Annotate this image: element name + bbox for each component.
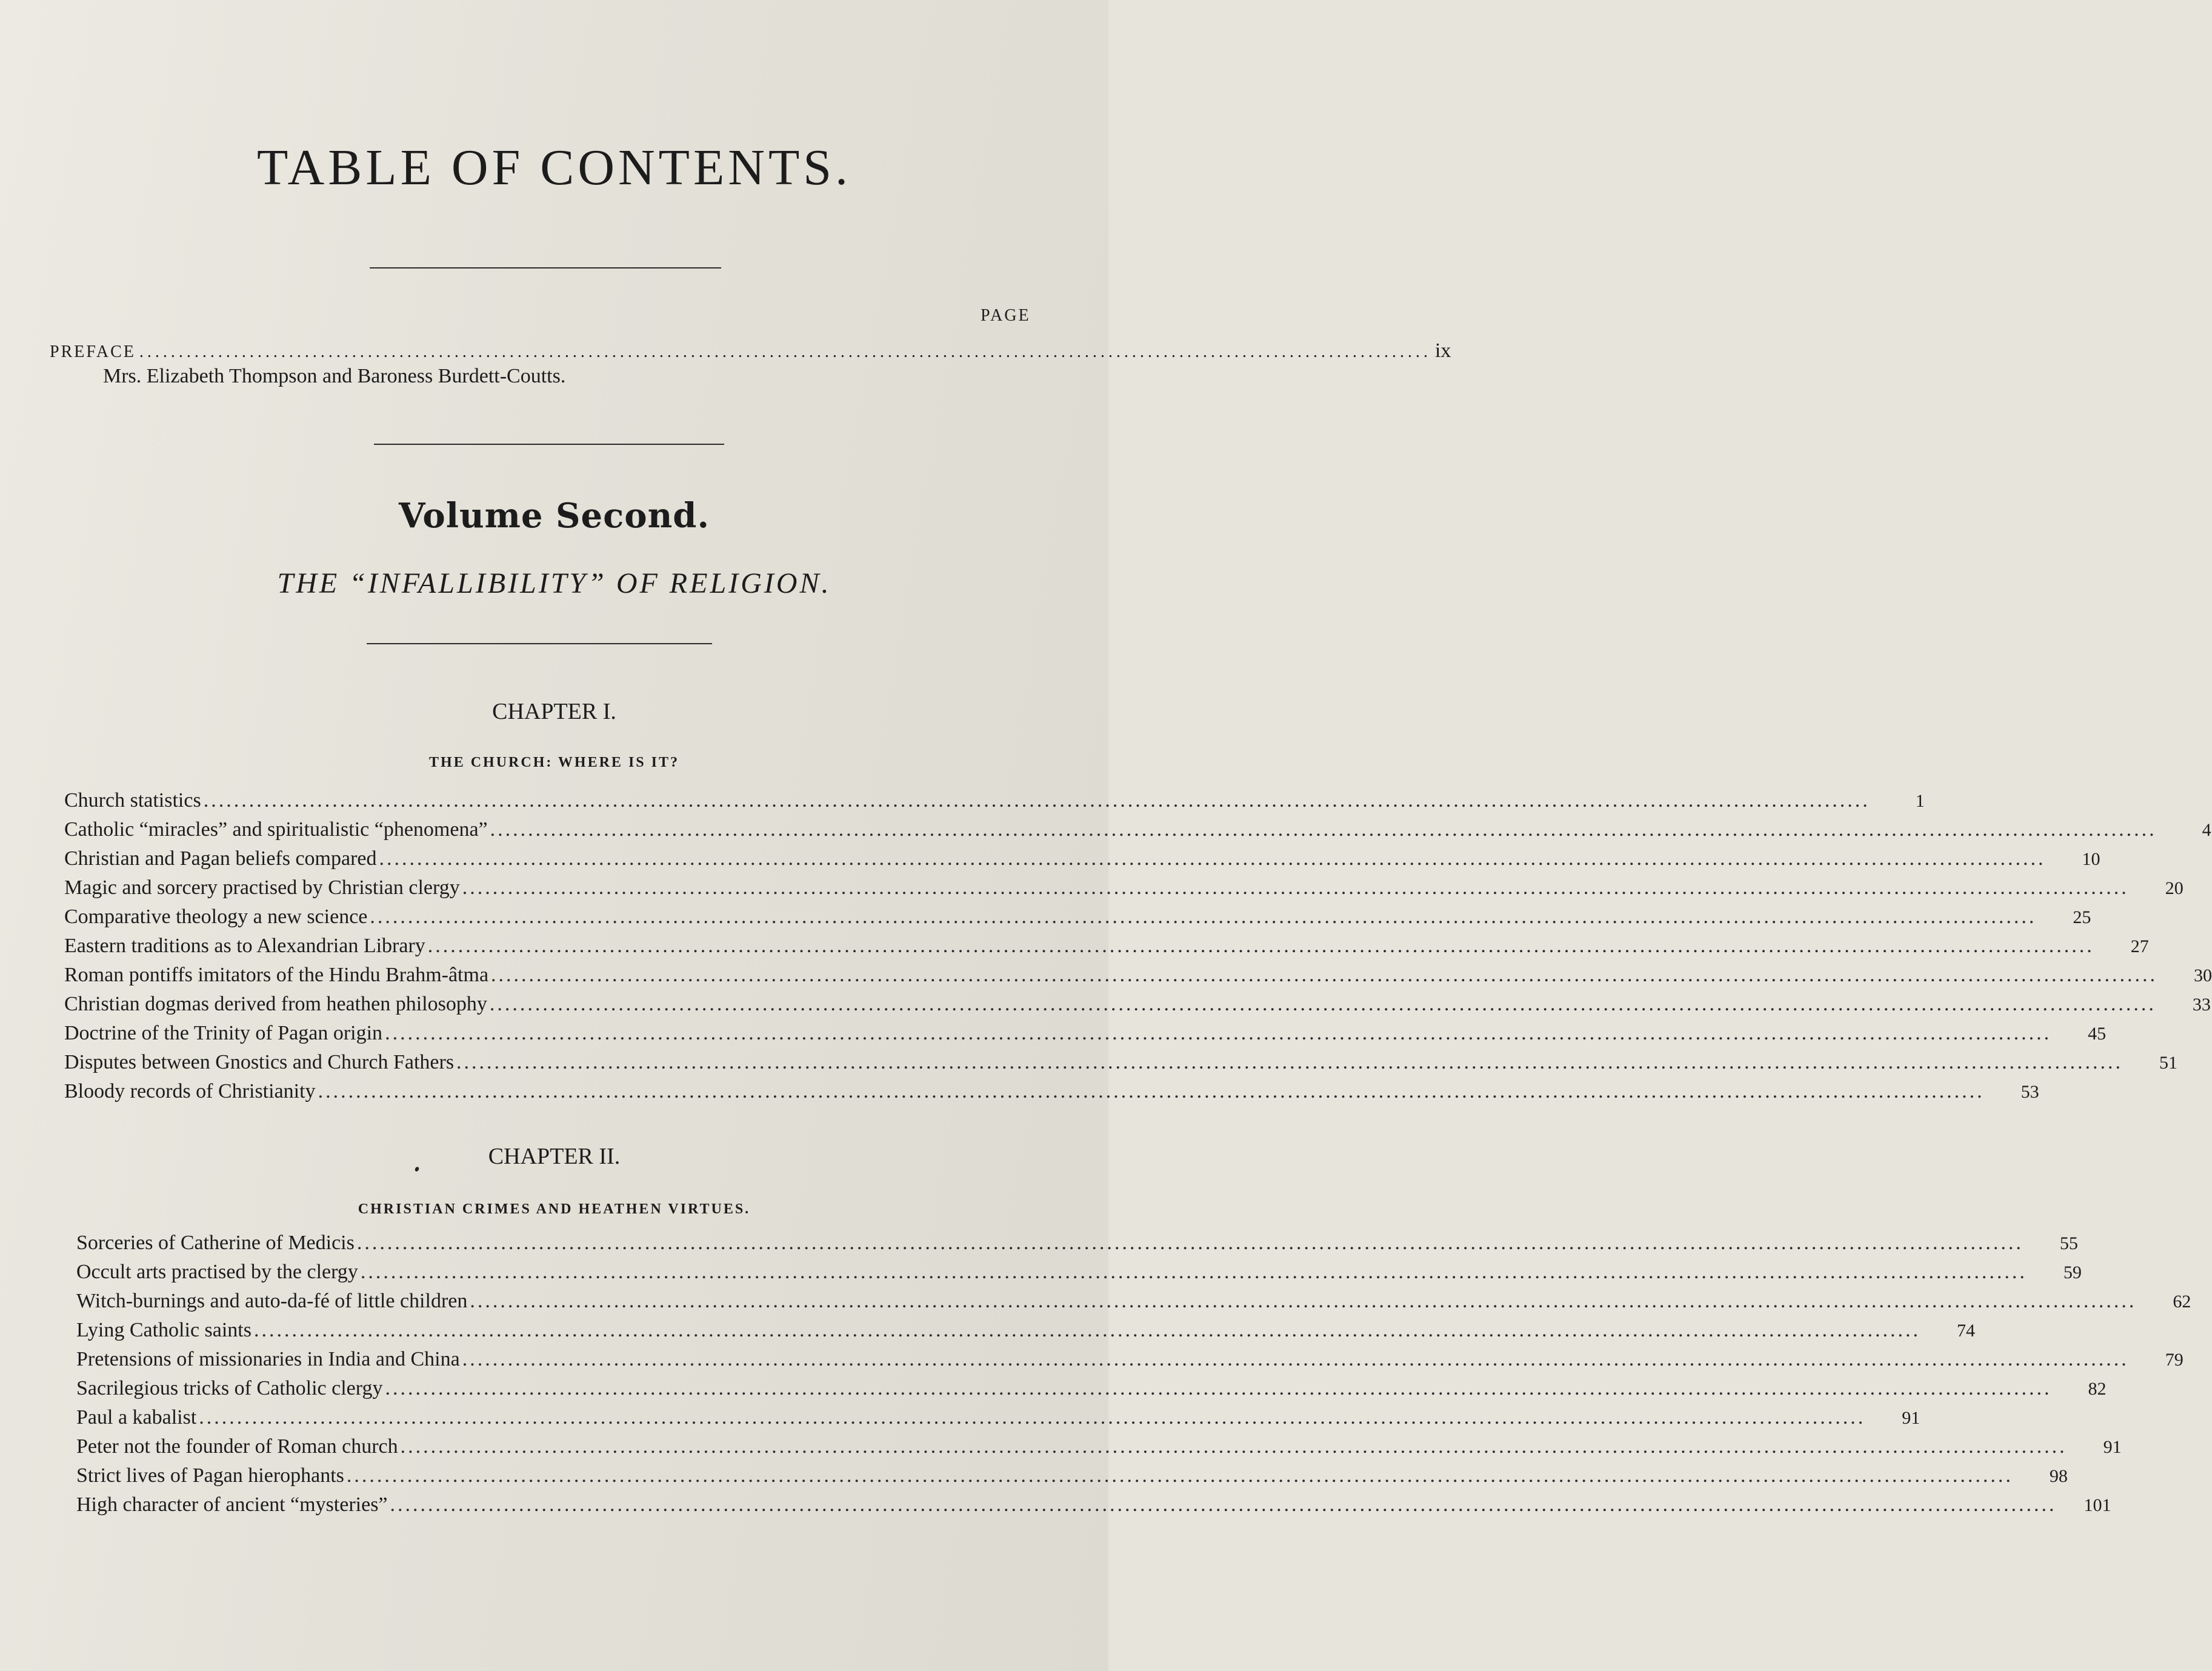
page-title: TABLE OF CONTENTS.	[257, 139, 851, 196]
leader-dots: ............................................................................................................................................................................................................................	[427, 935, 2094, 957]
toc-entry-page: 53	[2020, 1082, 2039, 1102]
toc-entry[interactable]	[76, 1290, 2191, 1319]
preface-page: ix	[1434, 339, 1451, 362]
toc-entry-title: Disputes between Gnostics and Church Fathers	[64, 1051, 455, 1073]
toc-entry-page: 30	[2194, 966, 2212, 986]
toc-entry-page: 20	[2165, 878, 2184, 898]
toc-entry-title: Sorceries of Catherine of Medicis	[76, 1232, 355, 1254]
leader-dots: ............................................................................................................................................................................................................................	[390, 1493, 2057, 1516]
toc-entry-title: Occult arts practised by the clergy	[76, 1261, 358, 1283]
toc-entry-title: Lying Catholic saints	[76, 1319, 252, 1341]
leader-dots: ............................................................................................................................................................................................................................	[203, 789, 1870, 812]
toc-entry[interactable]	[76, 1464, 2068, 1493]
toc-entry-page: 45	[2088, 1024, 2107, 1044]
toc-entry-title: Roman pontiffs imitators of the Hindu Brahm-âtma	[64, 964, 489, 986]
toc-entry-title: Eastern traditions as to Alexandrian Library	[64, 935, 425, 957]
toc-entry-page: 59	[2063, 1262, 2082, 1282]
leader-dots: ....................................................................................................................................................................	[139, 342, 1431, 361]
toc-entry-page: 51	[2159, 1053, 2178, 1073]
toc-entry-title: Doctrine of the Trinity of Pagan origin	[64, 1022, 383, 1044]
toc-entry-page: 62	[2173, 1292, 2191, 1312]
toc-entry-title: High character of ancient “mysteries”	[76, 1493, 388, 1516]
page-column-label: PAGE	[981, 306, 1031, 325]
toc-entry-page: 27	[2130, 936, 2149, 956]
leader-dots: ............................................................................................................................................................................................................................	[379, 847, 2046, 870]
toc-entry[interactable]	[64, 1051, 2178, 1080]
leader-dots: ............................................................................................................................................................................................................................	[400, 1435, 2067, 1458]
toc-entry[interactable]	[64, 1022, 2107, 1051]
chapter-subheading: THE CHURCH: WHERE IS IT?	[429, 755, 679, 770]
leader-dots: ............................................................................................................................................................................................................................	[491, 964, 2158, 986]
leader-dots: ............................................................................................................................................................................................................................	[370, 906, 2037, 928]
toc-entry-title: Sacrilegious tricks of Catholic clergy	[76, 1377, 383, 1399]
toc-entry[interactable]	[64, 993, 2211, 1022]
preface-entry[interactable]	[50, 339, 1451, 362]
leader-dots: ............................................................................................................................................................................................................................	[318, 1080, 1985, 1102]
toc-entry-title: Christian and Pagan beliefs compared	[64, 847, 377, 870]
leader-dots: ............................................................................................................................................................................................................................	[199, 1406, 1866, 1429]
leader-dots: ............................................................................................................................................................................................................................	[346, 1464, 2013, 1487]
toc-entry-page: 101	[2084, 1495, 2111, 1515]
toc-entry-page: 91	[2103, 1437, 2122, 1457]
toc-entry-title: Witch-burnings and auto-da-fé of little children	[76, 1290, 468, 1312]
toc-entry-page: 33	[2192, 995, 2211, 1015]
toc-entry-page: 98	[2049, 1466, 2068, 1486]
volume-subtitle: THE “INFALLIBILITY” OF RELIGION.	[277, 567, 831, 599]
toc-entry-page: 91	[1902, 1408, 1921, 1428]
leader-dots: ............................................................................................................................................................................................................................	[456, 1051, 2124, 1073]
toc-entry-title: Christian dogmas derived from heathen philosophy	[64, 993, 487, 1015]
chapter-subheading: CHRISTIAN CRIMES AND HEATHEN VIRTUES.	[358, 1201, 751, 1217]
toc-entry[interactable]	[76, 1261, 2082, 1290]
toc-entry-page: 74	[1956, 1321, 1975, 1341]
leader-dots: ............................................................................................................................................................................................................................	[489, 993, 2156, 1015]
toc-entry-page: 10	[2082, 849, 2100, 869]
leader-dots: ............................................................................................................................................................................................................................	[253, 1319, 1921, 1341]
preface-dedication: Mrs. Elizabeth Thompson and Baroness Burdett-Coutts.	[103, 365, 566, 387]
toc-entry-page: 79	[2165, 1350, 2184, 1370]
toc-entry-page: 82	[2088, 1379, 2107, 1399]
leader-dots: ............................................................................................................................................................................................................................	[490, 818, 2157, 841]
toc-entry[interactable]	[76, 1377, 2107, 1406]
leader-dots: ............................................................................................................................................................................................................................	[462, 876, 2129, 899]
leader-dots: ............................................................................................................................................................................................................................	[385, 1377, 2052, 1399]
toc-entry-page: 1	[1915, 791, 1925, 811]
toc-entry[interactable]	[64, 818, 2211, 847]
toc-entry[interactable]	[64, 935, 2149, 964]
toc-entry-title: Magic and sorcery practised by Christian clergy	[64, 876, 460, 899]
toc-entry-title: Peter not the founder of Roman church	[76, 1435, 398, 1458]
toc-entry-title: Catholic “miracles” and spiritualistic “phenomena”	[64, 818, 488, 841]
toc-entry-title: Pretensions of missionaries in India and China	[76, 1348, 460, 1370]
toc-entry[interactable]	[76, 1406, 1921, 1435]
toc-entry[interactable]	[64, 1080, 2039, 1109]
toc-entry[interactable]	[76, 1348, 2184, 1377]
toc-entry-page: 4	[2202, 820, 2211, 840]
toc-entry-page: 55	[2059, 1233, 2078, 1253]
toc-entry-title: Paul a kabalist	[76, 1406, 197, 1429]
toc-entry[interactable]	[64, 847, 2100, 876]
volume-heading: Volume Second.	[399, 496, 710, 536]
toc-entry[interactable]	[76, 1435, 2122, 1464]
toc-entry[interactable]	[76, 1319, 1975, 1348]
preface-label: PREFACE	[50, 342, 136, 361]
toc-entry[interactable]	[64, 789, 1925, 818]
toc-entry[interactable]	[64, 876, 2184, 906]
leader-dots: ............................................................................................................................................................................................................................	[385, 1022, 2052, 1044]
toc-entry[interactable]	[76, 1232, 2078, 1261]
toc-entry-title: Strict lives of Pagan hierophants	[76, 1464, 344, 1487]
section-rule	[374, 444, 724, 445]
chapter-entries	[64, 789, 2212, 1109]
toc-entry[interactable]	[76, 1493, 2111, 1523]
chapter-heading: CHAPTER I.	[492, 699, 616, 724]
chapter-entries	[76, 1232, 2191, 1523]
leader-dots: ............................................................................................................................................................................................................................	[360, 1261, 2027, 1283]
leader-dots: ............................................................................................................................................................................................................................	[356, 1232, 2024, 1254]
toc-entry-title: Bloody records of Christianity	[64, 1080, 316, 1102]
toc-entry-title: Comparative theology a new science	[64, 906, 368, 928]
toc-entry[interactable]	[64, 906, 2091, 935]
chapter-heading: CHAPTER II.	[488, 1144, 621, 1169]
leader-dots: ............................................................................................................................................................................................................................	[470, 1290, 2137, 1312]
leader-dots: ............................................................................................................................................................................................................................	[462, 1348, 2129, 1370]
toc-entry[interactable]	[64, 964, 2212, 993]
title-rule	[370, 267, 721, 268]
toc-entry-title: Church statistics	[64, 789, 201, 812]
section-rule	[367, 643, 712, 644]
toc-entry-page: 25	[2073, 907, 2091, 927]
